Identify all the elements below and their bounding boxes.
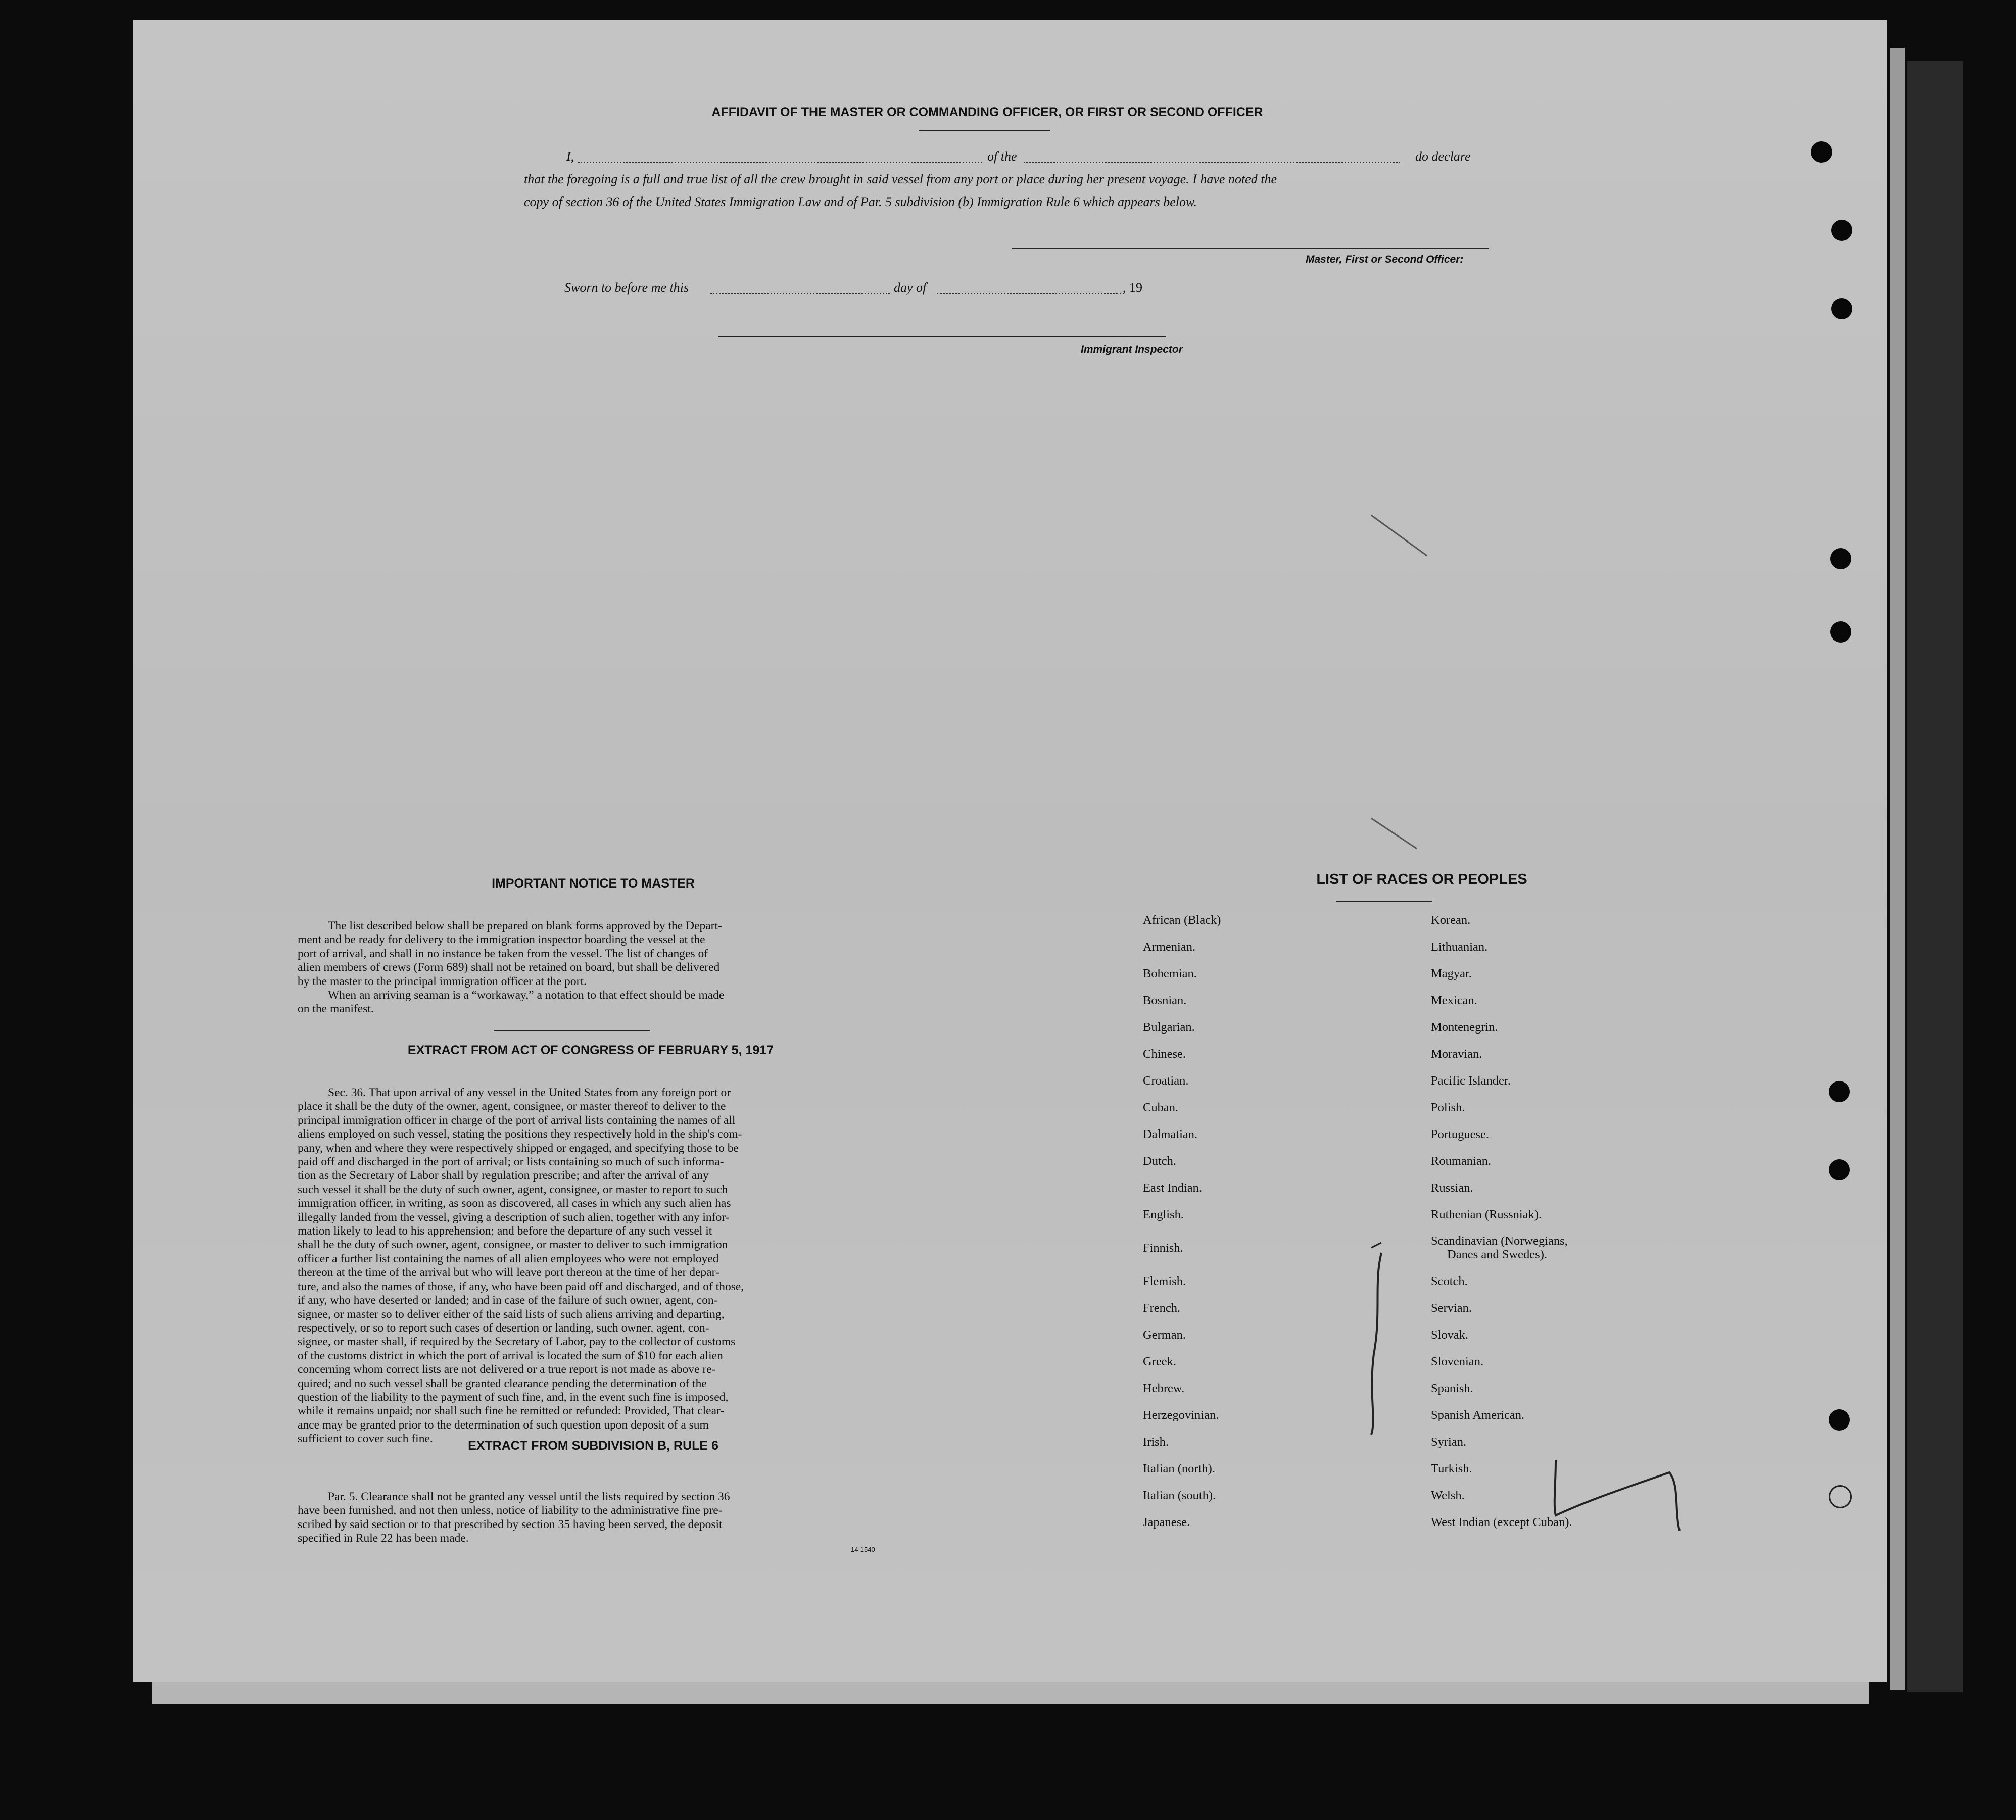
pencil-marks <box>133 20 1887 1682</box>
race-right-item: Montenegrin. <box>1431 1020 1498 1034</box>
under-sheet-right <box>1890 48 1905 1690</box>
race-right-item: Lithuanian. <box>1431 940 1488 954</box>
race-right-item: Russian. <box>1431 1181 1473 1195</box>
act-line: signee, or master so to deliver either of the said lists of such aliens arriving and departing, <box>298 1307 725 1321</box>
act-line: such vessel it shall be the duty of such owner, agent, consignee, or master to report to such <box>298 1183 728 1196</box>
race-left-item: Hebrew. <box>1143 1382 1185 1395</box>
race-right-item-cont: Danes and Swedes). <box>1447 1248 1547 1261</box>
race-left-item: Japanese. <box>1143 1515 1190 1529</box>
pencil-stroke <box>1371 515 1427 556</box>
year-prefix: , 19 <box>1123 280 1142 295</box>
race-left-item: Bohemian. <box>1143 967 1197 980</box>
pencil-stroke <box>1555 1460 1679 1531</box>
rule-line: have been furnished, and not then unless, notice of liability to the administrative fine pre- <box>298 1504 723 1517</box>
race-left-item: Italian (north). <box>1143 1462 1215 1475</box>
notice-line: ment and be ready for delivery to the immigration inspector boarding the vessel at the <box>298 933 705 947</box>
act-line: if any, who have deserted or landed; and in case of the failure of such owner, agent, con- <box>298 1294 718 1307</box>
race-left-item: Croatian. <box>1143 1074 1189 1088</box>
race-left-item: East Indian. <box>1143 1181 1203 1195</box>
pencil-stroke <box>1371 1253 1381 1435</box>
under-sheet-bottom <box>152 1681 1869 1704</box>
race-left-item: Flemish. <box>1143 1274 1186 1288</box>
race-left-item: Dalmatian. <box>1143 1127 1198 1141</box>
race-left-item: Finnish. <box>1143 1241 1183 1255</box>
act-line: respectively, or so to report such cases of desertion or landing, such owner, agent, con- <box>298 1321 709 1335</box>
workaway-line: When an arriving seaman is a “workaway,” a notation to that effect should be made <box>328 989 725 1002</box>
act-line: ture, and also the names of those, if any, who have been paid off and discharged, and of those, <box>298 1280 744 1293</box>
race-right-item: Welsh. <box>1431 1489 1465 1502</box>
race-left-item: Bulgarian. <box>1143 1020 1195 1034</box>
act-line: of the customs district in which the port of arrival is located the sum of $10 for each alien <box>298 1349 723 1362</box>
rule-line: specified in Rule 22 has been made. <box>298 1532 469 1545</box>
notice-line: The list described below shall be prepared on blank forms approved by the Depart- <box>328 919 722 932</box>
act-line: illegally landed from the vessel, giving a description of such alien, together with any infor- <box>298 1210 730 1224</box>
affidavit-do-declare: do declare <box>1415 149 1471 164</box>
act-line: thereon at the time of the arrival but who will leave port thereon at the time of her depar- <box>298 1266 719 1280</box>
act-line: sufficient to cover such fine. <box>298 1432 433 1446</box>
rule-line: scribed by said section or to that prescribed by section 35 having been served, the deposit <box>298 1517 723 1531</box>
act-line: pany, when and where they were respectively shipped or engaged, and specifying those to be <box>298 1141 739 1155</box>
race-right-item: Slovenian. <box>1431 1355 1484 1368</box>
race-right-item: Korean. <box>1431 913 1471 927</box>
race-right-item: Spanish. <box>1431 1382 1473 1395</box>
race-left-item: Dutch. <box>1143 1154 1176 1168</box>
act-line: shall be the duty of such owner, agent, consignee, or master to deliver to such immigration <box>298 1238 728 1252</box>
race-left-item: English. <box>1143 1208 1184 1221</box>
race-right-item: Pacific Islander. <box>1431 1074 1511 1088</box>
act-line: concerning whom correct lists are not delivered or a true report is not made as above re- <box>298 1363 716 1376</box>
race-right-item: Ruthenian (Russniak). <box>1431 1208 1542 1221</box>
race-right-item: Mexican. <box>1431 994 1477 1007</box>
race-left-item: Irish. <box>1143 1435 1169 1449</box>
act-line: question of the liability to the payment of such fine, and, in the event such fine is imposed, <box>298 1390 729 1404</box>
race-right-item: Syrian. <box>1431 1435 1467 1449</box>
race-right-item: Scandinavian (Norwegians, <box>1431 1234 1568 1248</box>
affidavit-of-the-label: of the <box>987 149 1017 164</box>
notice-line: port of arrival, and shall in no instance be taken from the vessel. The list of changes of <box>298 947 708 960</box>
act-line: paid off and discharged in the port of arrival; or lists containing so much of such informa- <box>298 1155 724 1169</box>
race-right-item: Servian. <box>1431 1301 1472 1315</box>
act-line: officer a further list containing the names of all alien employees who were not employed <box>298 1252 719 1265</box>
extract-act-title: EXTRACT FROM ACT OF CONGRESS OF FEBRUARY 5, 1917 <box>407 1043 774 1057</box>
act-line: quired; and no such vessel shall be granted clearance pending the determination of the <box>298 1376 707 1390</box>
affidavit-title: AFFIDAVIT OF THE MASTER OR COMMANDING OFFICER, OR FIRST OR SECOND OFFICER <box>711 105 1263 119</box>
under-sheet-edge <box>1907 61 1963 1692</box>
extract-rule-title: EXTRACT FROM SUBDIVISION B, RULE 6 <box>468 1439 718 1453</box>
race-left-item: Cuban. <box>1143 1101 1179 1114</box>
race-right-item: Turkish. <box>1431 1462 1472 1475</box>
notice-line: alien members of crews (Form 689) shall not be retained on board, but shall be delivered <box>298 961 720 974</box>
rule-line: Par. 5. Clearance shall not be granted any vessel until the lists required by section 36 <box>328 1490 730 1503</box>
affidavit-line-2: that the foregoing is a full and true list of all the crew brought in said vessel from any port or place during her present voyage. I have noted the <box>524 172 1277 186</box>
race-right-item: Portuguese. <box>1431 1127 1489 1141</box>
act-line: aliens employed on such vessel, stating the positions they respectively hold in the ship's com- <box>298 1127 742 1141</box>
race-left-item: Italian (south). <box>1143 1489 1216 1502</box>
form-number: 14-1540 <box>851 1546 875 1553</box>
race-left-item: Bosnian. <box>1143 994 1187 1007</box>
race-left-item: Armenian. <box>1143 940 1196 954</box>
master-signature-caption: Master, First or Second Officer: <box>1306 254 1464 265</box>
act-line: principal immigration officer in charge of the port of arrival lists containing the names of all <box>298 1113 736 1127</box>
notice-title: IMPORTANT NOTICE TO MASTER <box>492 876 695 891</box>
act-line: while it remains unpaid; nor shall such fine be remitted or refunded: Provided, That clear- <box>298 1404 725 1418</box>
race-right-item: Magyar. <box>1431 967 1472 980</box>
act-line: immigration officer, in writing, as soon as discovered, all cases in which any such alien has <box>298 1197 731 1210</box>
affidavit-i-label: I, <box>566 149 574 164</box>
pencil-stroke <box>1371 818 1417 849</box>
notice-line: by the master to the principal immigration officer at the port. <box>298 974 587 988</box>
day-of-label: day of <box>894 280 927 295</box>
race-left-item: Chinese. <box>1143 1047 1186 1061</box>
manifest-page <box>133 20 1887 1682</box>
sworn-label: Sworn to before me this <box>564 280 689 295</box>
race-left-item: Herzegovinian. <box>1143 1408 1219 1422</box>
act-line: signee, or master shall, if required by the Secretary of Labor, pay to the collector of customs <box>298 1335 736 1349</box>
race-left-item: German. <box>1143 1328 1186 1342</box>
act-line: place it shall be the duty of the owner, agent, consignee, or master thereof to deliver to the <box>298 1100 726 1113</box>
race-right-item: Spanish American. <box>1431 1408 1525 1422</box>
race-right-item: Roumanian. <box>1431 1154 1492 1168</box>
races-title: LIST OF RACES OR PEOPLES <box>1316 871 1527 888</box>
workaway-line: on the manifest. <box>298 1002 374 1016</box>
race-right-item: West Indian (except Cuban). <box>1431 1515 1572 1529</box>
race-right-item: Scotch. <box>1431 1274 1468 1288</box>
pencil-stroke <box>1371 1243 1381 1248</box>
race-left-item: African (Black) <box>1143 913 1221 927</box>
act-line: Sec. 36. That upon arrival of any vessel in the United States from any foreign port or <box>328 1086 731 1099</box>
race-left-item: French. <box>1143 1301 1181 1315</box>
inspector-caption: Immigrant Inspector <box>1081 343 1183 355</box>
act-line: ance may be granted prior to the determination of such question upon deposit of a sum <box>298 1418 709 1432</box>
race-left-item: Greek. <box>1143 1355 1176 1368</box>
act-line: tion as the Secretary of Labor shall by regulation prescribe; and after the arrival of any <box>298 1169 709 1183</box>
act-line: mation likely to lead to his apprehension; and before the departure of any such vessel it <box>298 1224 712 1238</box>
race-right-item: Polish. <box>1431 1101 1465 1114</box>
race-right-item: Slovak. <box>1431 1328 1469 1342</box>
race-right-item: Moravian. <box>1431 1047 1482 1061</box>
affidavit-line-3: copy of section 36 of the United States Immigration Law and of Par. 5 subdivision (b) Immigration Rule 6 which appears below. <box>524 194 1197 209</box>
